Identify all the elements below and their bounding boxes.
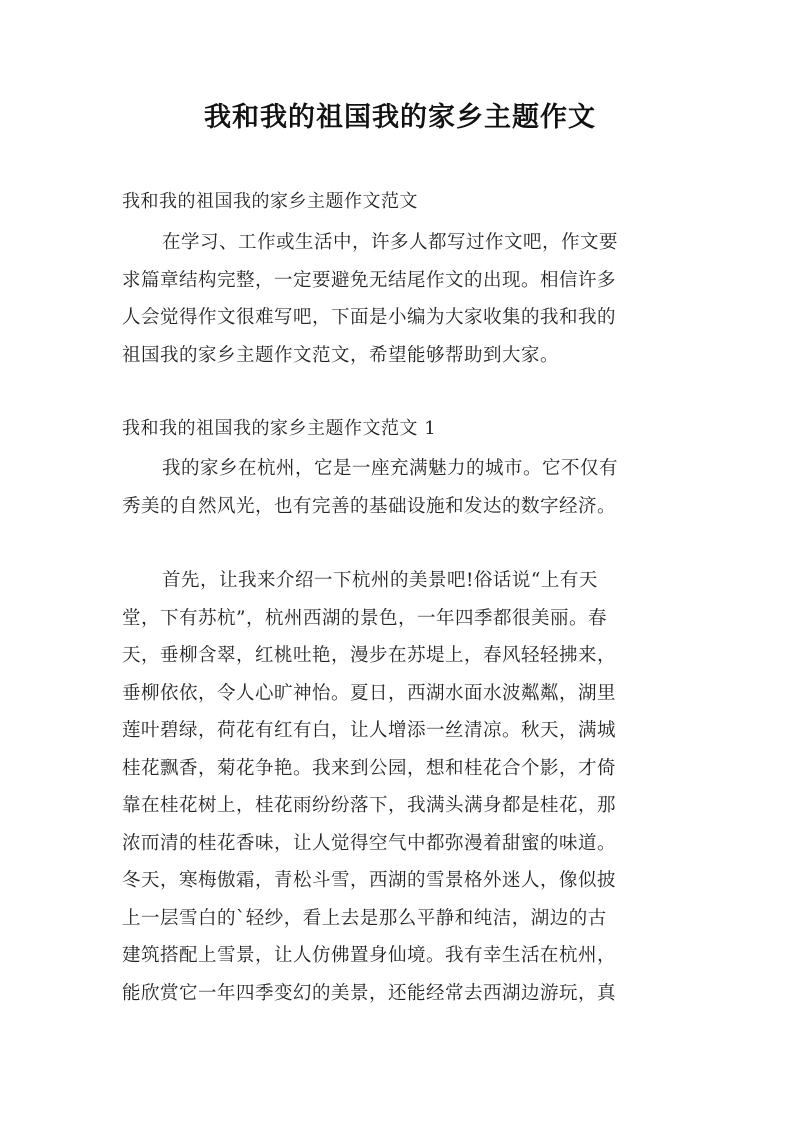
paragraph-line: 天，垂柳含翠，红桃吐艳，漫步在苏堤上，春风轻轻拂来， (122, 645, 617, 666)
paragraph-line: 首先，让我来介绍一下杭州的美景吧!俗话说“上有天 (162, 570, 598, 591)
paragraph-line: 建筑搭配上雪景，让人仿佛置身仙境。我有幸生活在杭州， (122, 945, 617, 966)
essay-paragraph-2 (122, 562, 682, 1012)
section-heading-essay-1: 我和我的祖国我的家乡主题作文范文 1 (122, 418, 437, 439)
paragraph-line: 堂，下有苏杭”，杭州西湖的景色，一年四季都很美丽。春 (122, 607, 607, 629)
essay-paragraph-1 (122, 450, 682, 525)
paragraph-line: 人会觉得作文很难写吧，下面是小编为大家收集的我和我的 (122, 307, 617, 328)
paragraph-line: 我的家乡在杭州，它是一座充满魅力的城市。它不仅有 (162, 458, 619, 479)
paragraph-line: 在学习、工作或生活中，许多人都写过作文吧，作文要 (162, 232, 619, 253)
document-title: 我和我的祖国我的家乡主题作文 (204, 102, 596, 133)
paragraph-line: 靠在桂花树上，桂花雨纷纷落下，我满头满身都是桂花，那 (122, 795, 617, 816)
paragraph-line: 上一层雪白的`轻纱，看上去是那么平静和纯洁，湖边的古 (122, 907, 607, 929)
section-heading-essay-samples: 我和我的祖国我的家乡主题作文范文 (122, 191, 418, 212)
intro-paragraph (122, 224, 682, 374)
paragraph-line: 祖国我的家乡主题作文范文，希望能够帮助到大家。 (122, 344, 560, 366)
paragraph-line: 能欣赏它一年四季变幻的美景，还能经常去西湖边游玩，真 (122, 982, 617, 1004)
paragraph-line: 浓而清的桂花香味，让人觉得空气中都弥漫着甜蜜的味道。 (122, 832, 617, 854)
paragraph-line: 冬天，寒梅傲霜，青松斗雪，西湖的雪景格外迷人，像似披 (122, 870, 617, 891)
paragraph-line: 求篇章结构完整，一定要避免无结尾作文的出现。相信许多 (122, 269, 617, 291)
paragraph-line: 垂柳依依，令人心旷神怡。夏日，西湖水面水波粼粼，湖里 (122, 682, 617, 704)
paragraph-line: 秀美的自然风光，也有完善的基础设施和发达的数字经济。 (122, 495, 617, 517)
paragraph-line: 莲叶碧绿，荷花有红有白，让人增添一丝清凉。秋天，满城 (122, 720, 617, 741)
paragraph-line: 桂花飘香，菊花争艳。我来到公园，想和桂花合个影，才倚 (122, 757, 617, 779)
